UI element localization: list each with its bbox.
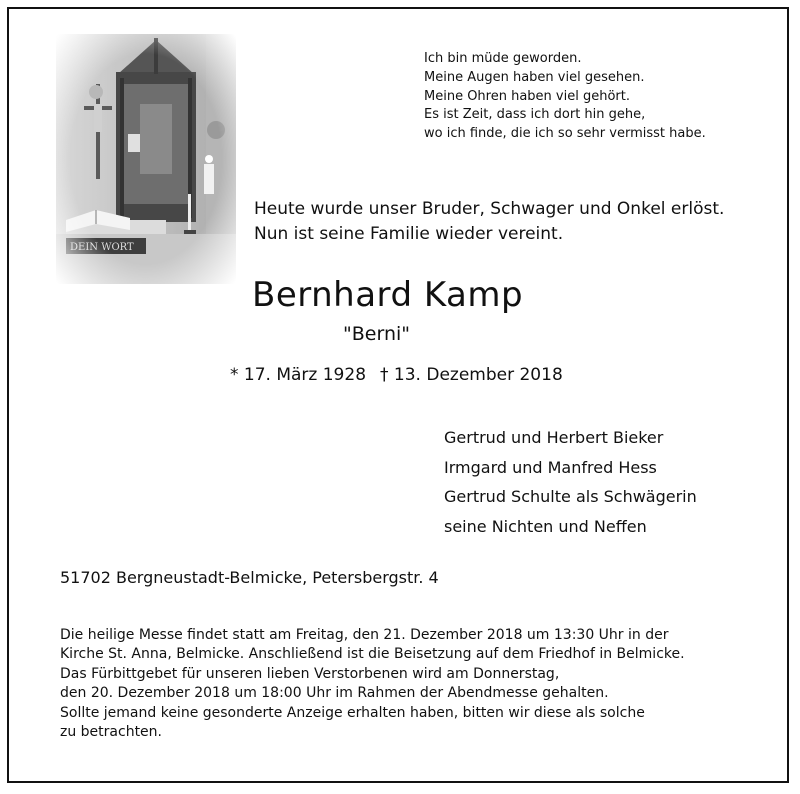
poem-line: Es ist Zeit, dass ich dort hin gehe, <box>424 107 646 123</box>
home-altar-photo <box>56 34 236 284</box>
notice-line: Die heilige Messe findet statt am Freitag, den 21. Dezember 2018 um 13:30 Uhr in der <box>60 627 669 643</box>
mourner-entry: Gertrud Schulte als Schwägerin <box>444 487 697 506</box>
deceased-nickname: "Berni" <box>343 323 411 345</box>
notice-line: Sollte jemand keine gesonderte Anzeige erhalten haben, bitten wir diese als solche <box>60 705 645 721</box>
mourner-entry: Gertrud und Herbert Bieker <box>444 428 664 447</box>
deceased-name: Bernhard Kamp <box>252 275 524 315</box>
notice-paragraph-note <box>60 704 685 741</box>
life-dates <box>230 364 563 386</box>
intro-text <box>254 197 724 247</box>
poem-line: wo ich finde, die ich so sehr vermisst habe. <box>424 126 706 142</box>
poem-line: Meine Ohren haben viel gehört. <box>424 88 630 104</box>
intro-line: Heute wurde unser Bruder, Schwager und Onkel erlöst. <box>254 199 725 219</box>
notice-line: den 20. Dezember 2018 um 18:00 Uhr im Rahmen der Abendmesse gehalten. <box>60 684 609 701</box>
notice-paragraph-prayer <box>60 665 685 702</box>
service-notice <box>60 626 685 743</box>
birth-date: * 17. März 1928 <box>230 365 367 385</box>
poem-line: Meine Augen haben viel gesehen. <box>424 69 645 85</box>
mourner-entry: seine Nichten und Neffen <box>444 516 647 536</box>
poem-line: Ich bin müde geworden. <box>424 51 582 66</box>
notice-line: zu betrachten. <box>60 723 162 740</box>
notice-line: Das Fürbittgebet für unseren lieben Verstorbenen wird am Donnerstag, <box>60 666 560 682</box>
mourner-entry: Irmgard und Manfred Hess <box>444 457 657 477</box>
notice-paragraph-mass <box>60 626 685 663</box>
intro-line: Nun ist seine Familie wieder vereint. <box>254 224 564 244</box>
death-date: † 13. Dezember 2018 <box>380 365 563 385</box>
family-address: 51702 Bergneustadt-Belmicke, Petersbergstr. 4 <box>60 568 439 587</box>
notice-line: Kirche St. Anna, Belmicke. Anschließend ist die Beisetzung auf dem Friedhof in Belmicke. <box>60 645 685 662</box>
poem <box>424 50 706 144</box>
mourners-list <box>444 423 697 541</box>
